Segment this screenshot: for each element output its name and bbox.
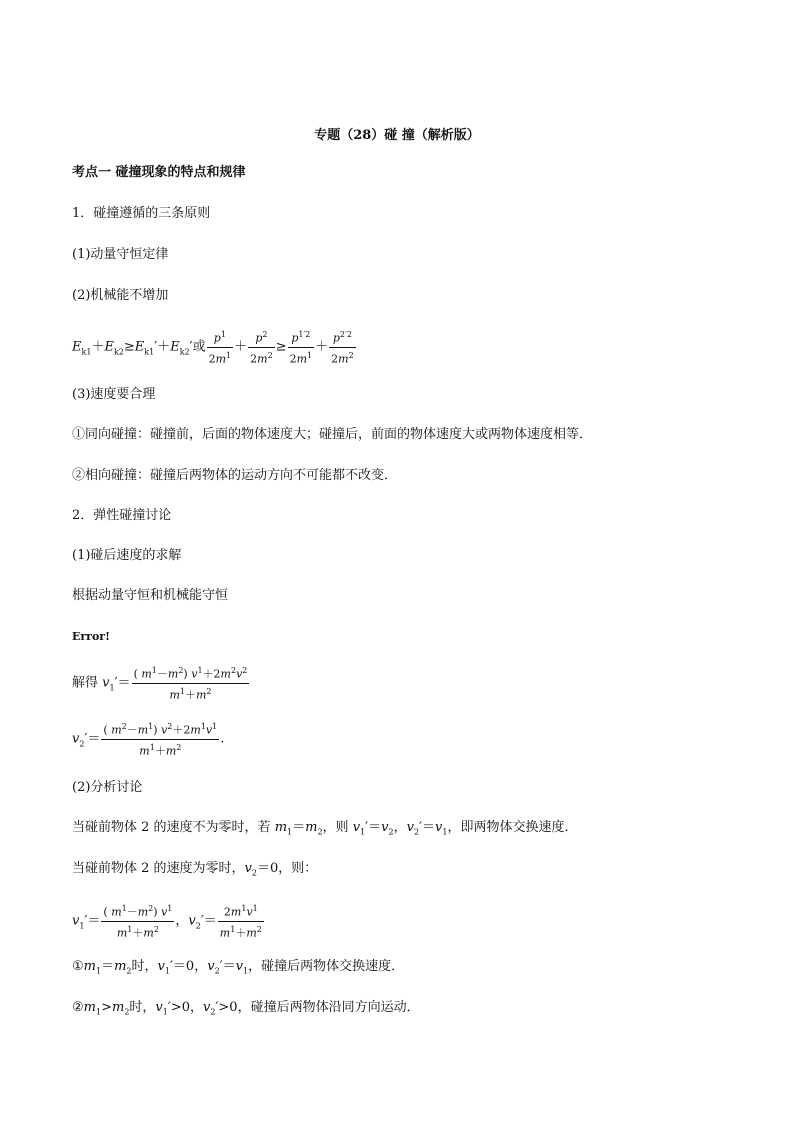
discussion-text-a: 当碰前物体 2 的速度不为零时，若 xyxy=(72,820,271,835)
discussion-text-b: ，则 xyxy=(322,820,349,835)
solve-label: 解得 xyxy=(72,675,99,691)
rule-same-direction: ①同向碰撞：碰撞前，后面的物体速度大；碰撞后，前面的物体速度大或两物体速度相等． xyxy=(72,427,593,442)
discussion-zero-text: 当碰前物体 2 的速度为零时， xyxy=(72,861,245,876)
rule-opposite-direction: ②相向碰撞：碰撞后两物体的运动方向不可能都不改变． xyxy=(72,468,398,483)
or-text: 或 xyxy=(192,339,206,355)
discussion-nonzero: 当碰前物体 2 的速度不为零时，若 $m_1=m_2$，则 $v_1'=v_2$，$v_2'=v_1$，即两物体交换速度． xyxy=(72,820,578,837)
result-equal-mass-tail: ，碰撞后两物体交换速度． xyxy=(248,959,405,974)
paragraph-analysis: (2)分析讨论 xyxy=(72,780,143,795)
circled-two: ② xyxy=(72,1000,84,1015)
paragraph-momentum: (1)动量守恒定律 xyxy=(72,247,169,262)
result-equal-mass: $①m_1=m_2$时，$v_1'=0$，$v_2'=v_1$，碰撞后两物体交换速度． xyxy=(72,959,405,976)
energy-inequality-formula: $E_{k1}+E_{k2}\ge E_{k1}'+E_{k2}'$或 $\frac{p^1}{2m^1}$ ＋ $\frac{p^2}{2m^2}$ ≥ $\frac{p^{1'2}}{2m^1}$ ＋ $\frac{p^{2'2}}{2m^2}$ xyxy=(72,330,354,366)
formula-v1-prime: 解得 $v_1'=$ $\frac{( m^1-m^2) v^1+2m^2v^2}{m^1+m^2}$ xyxy=(72,666,248,702)
page-title: 专题（28）碰 撞（解析版） xyxy=(314,128,480,143)
section-heading: 考点一 碰撞现象的特点和规律 xyxy=(72,165,246,180)
subsection-heading-2: 2．弹性碰撞讨论 xyxy=(72,508,172,523)
paragraph-solving: (1)碰后速度的求解 xyxy=(72,548,182,563)
discussion-zero-tail: ，则： xyxy=(278,861,318,876)
subsection-heading-1: 1．碰撞遵循的三条原则 xyxy=(72,206,211,221)
discussion-zero: 当碰前物体 2 的速度为零时，$v_2=0$，则： xyxy=(72,861,318,878)
paragraph-conservation: 根据动量守恒和机械能守恒 xyxy=(72,588,229,603)
formula-v2-prime: $v_2'=$ $\frac{( m^2-m^1) v^2+2m^1v^1}{m^1+m^2}$ . xyxy=(72,722,225,758)
discussion-text-c: ，即两物体交换速度． xyxy=(447,820,578,835)
error-text: Error! xyxy=(72,630,110,643)
formula-zero-case: $v_1'=$ $\frac{( m^1-m^2) v^1}{m^1+m^2}$ ，$v_2'=$ $\frac{2m^1v^1}{m^1+m^2}$ xyxy=(72,904,262,940)
paragraph-velocity: (3)速度要合理 xyxy=(72,387,156,402)
result-larger-mass: $②m_1>m_2$时，$v_1'>0$，$v_2'>0$，碰撞后两物体沿同方向运动． xyxy=(72,1000,420,1017)
paragraph-energy: (2)机械能不增加 xyxy=(72,288,169,303)
circled-one: ① xyxy=(72,959,84,974)
result-larger-mass-tail: ，碰撞后两物体沿同方向运动． xyxy=(237,1000,420,1015)
